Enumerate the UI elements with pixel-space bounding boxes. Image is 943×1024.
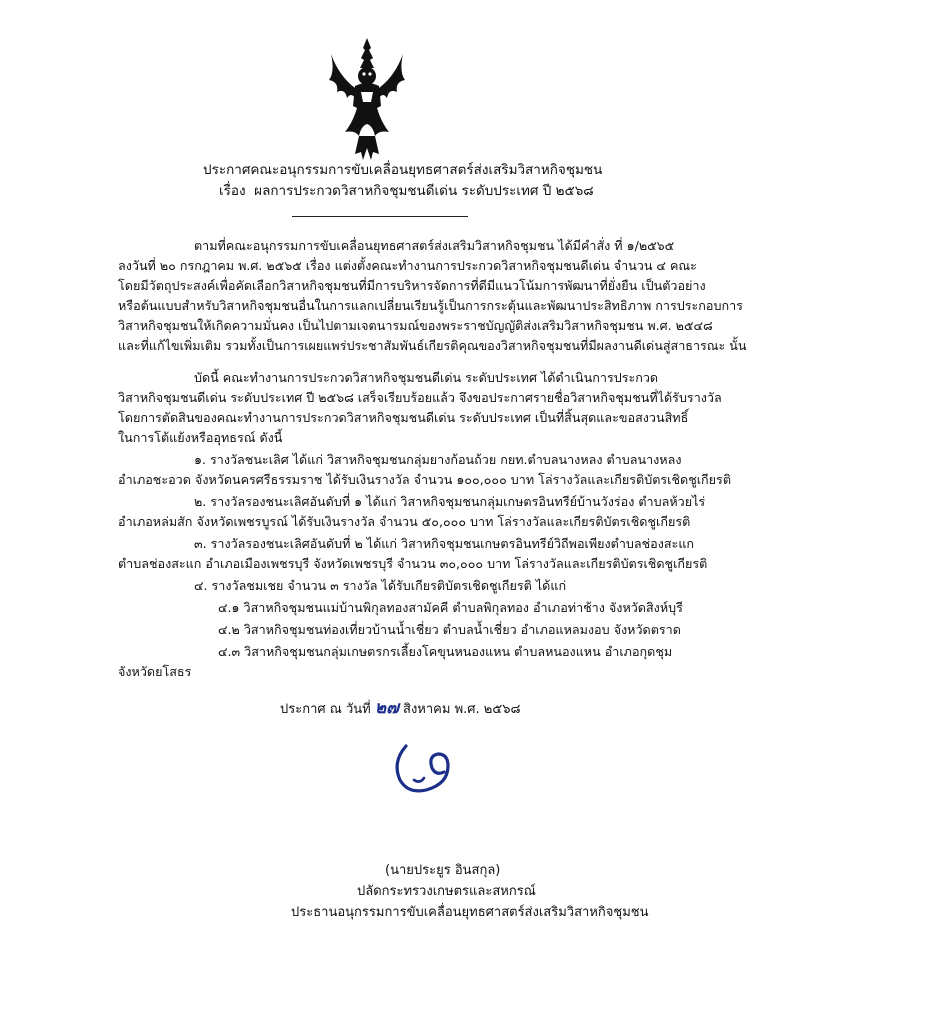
subject-text: ผลการประกวดวิสาหกิจชุมชนดีเด่น ระดับประเทศ ปี ๒๕๖๘: [254, 183, 594, 199]
signatory-position-2: ประธานอนุกรรมการขับเคลื่อนยุทธศาสตร์ส่งเสริมวิสาหกิจชุมชน: [291, 905, 649, 920]
award-2-line: อำเภอหล่มสัก จังหวัดเพชรบูรณ์ ได้รับเงินรางวัล จำนวน ๕๐,๐๐๐ บาท โล่รางวัลและเกียรติบัตรเชิดชูเกียรติ: [118, 514, 691, 529]
announcement-date: [280, 700, 520, 718]
award-4-item: ๔.๓ วิสาหกิจชุมชนกลุ่มเกษตรกรเลี้ยงโคขุนหนองแหน ตำบลหนองแหน อำเภอกุดชุม: [218, 644, 673, 659]
award-4-tail: จังหวัดยโสธร: [118, 664, 192, 679]
signature-mark: [390, 740, 460, 798]
award-2-line: ๒. รางวัลรองชนะเลิศอันดับที่ ๑ ได้แก่ วิสาหกิจชุมชนกลุ่มเกษตรอินทรีย์บ้านวังร่อง ตำบลห้วยไร่: [194, 494, 706, 509]
award-3-line: ตำบลช่องสะแก อำเภอเมืองเพชรบุรี จังหวัดเพชรบุรี จำนวน ๓๐,๐๐๐ บาท โล่รางวัลและเกียรติบัตรเชิดชูเกียรติ: [118, 556, 708, 571]
award-1-line: ๑. รางวัลชนะเลิศ ได้แก่ วิสาหกิจชุมชนกลุ่มยางก้อนถ้วย กยท.ตำบลนางหลง ตำบลนางหลง: [194, 452, 682, 467]
paragraph-2-line: ในการโต้แย้งหรืออุทธรณ์ ดังนี้: [118, 430, 283, 445]
paragraph-1-line: และที่แก้ไขเพิ่มเติม รวมทั้งเป็นการเผยแพร่ประชาสัมพันธ์เกียรติคุณของวิสาหกิจชุมชนที่มีผลงานดีเด่นสู่สาธารณะ นั้น: [118, 338, 747, 353]
award-4-item: ๔.๒ วิสาหกิจชุมชนท่องเที่ยวบ้านน้ำเชี่ยว ตำบลน้ำเชี่ยว อำเภอแหลมงอบ จังหวัดตราด: [218, 622, 681, 637]
paragraph-1-line: หรือต้นแบบสำหรับวิสาหกิจชุมชนอื่นในการแลกเปลี่ยนเรียนรู้เป็นการกระตุ้นและพัฒนาประสิทธิภาพ การประกอบการ: [118, 298, 743, 313]
paragraph-2-line: โดยการตัดสินของคณะทำงานการประกวดวิสาหกิจชุมชนดีเด่น ระดับประเทศ เป็นที่สิ้นสุดและขอสงวนสิทธิ์: [118, 410, 689, 425]
garuda-emblem-icon: [325, 36, 409, 164]
award-4-line: ๔. รางวัลชมเชย จำนวน ๓ รางวัล ได้รับเกียรติบัตรเชิดชูเกียรติ ได้แก่: [194, 578, 567, 593]
signatory-name: (นายประยูร อินสกุล): [385, 863, 501, 878]
paragraph-1-line: โดยมีวัตถุประสงค์เพื่อคัดเลือกวิสาหกิจชุมชนที่มีการบริหารจัดการที่ดีมีแนวโน้มการพัฒนาที่ยั่งยืน เป็นตัวอย่าง: [118, 278, 706, 293]
paragraph-1-line: วิสาหกิจชุมชนให้เกิดความมั่นคง เป็นไปตามเจตนารมณ์ของพระราชบัญญัติส่งเสริมวิสาหกิจชุมชน พ.ศ. ๒๕๔๘: [118, 318, 713, 333]
award-4-item: ๔.๑ วิสาหกิจชุมชนแม่บ้านพิกุลทองสามัคคี ตำบลพิกุลทอง อำเภอท่าช้าง จังหวัดสิงห์บุรี: [218, 600, 683, 615]
announcement-title: ประกาศคณะอนุกรรมการขับเคลื่อนยุทธศาสตร์ส่งเสริมวิสาหกิจชุมชน: [203, 162, 603, 178]
paragraph-2-line: วิสาหกิจชุมชนดีเด่น ระดับประเทศ ปี ๒๕๖๘ เสร็จเรียบร้อยแล้ว จึงขอประกาศรายชื่อวิสาหกิจชุมชนที่ได้รับรางวัล: [118, 390, 722, 405]
paragraph-2-line: บัดนี้ คณะทำงานการประกวดวิสาหกิจชุมชนดีเด่น ระดับประเทศ ได้ดำเนินการประกวด: [194, 370, 659, 385]
paragraph-1-line: ตามที่คณะอนุกรรมการขับเคลื่อนยุทธศาสตร์ส่งเสริมวิสาหกิจชุมชน ได้มีคำสั่ง ที่ ๑/๒๕๖๕: [194, 238, 675, 253]
signatory-position-1: ปลัดกระทรวงเกษตรและสหกรณ์: [357, 884, 536, 899]
announcement-subject: [219, 183, 943, 199]
header-divider: [292, 216, 468, 217]
date-suffix: สิงหาคม พ.ศ. ๒๕๖๘: [403, 702, 521, 717]
award-1-line: อำเภอชะอวด จังหวัดนครศรีธรรมราช ได้รับเงินรางวัล จำนวน ๑๐๐,๐๐๐ บาท โล่รางวัลและเกียรติบัตรเชิดชูเกียรติ: [118, 472, 732, 487]
subject-label: เรื่อง: [219, 183, 246, 199]
handwritten-day: ๒๗: [374, 698, 399, 718]
paragraph-1-line: ลงวันที่ ๒๐ กรกฎาคม พ.ศ. ๒๕๖๕ เรื่อง แต่งตั้งคณะทำงานการประกวดวิสาหกิจชุมชนดีเด่น จำนวน ๔ คณะ: [118, 258, 697, 273]
award-3-line: ๓. รางวัลรองชนะเลิศอันดับที่ ๒ ได้แก่ วิสาหกิจชุมชนเกษตรอินทรีย์วิถีพอเพียงตำบลช่องสะแก: [194, 536, 695, 551]
date-prefix: ประกาศ ณ วันที่: [280, 702, 371, 717]
